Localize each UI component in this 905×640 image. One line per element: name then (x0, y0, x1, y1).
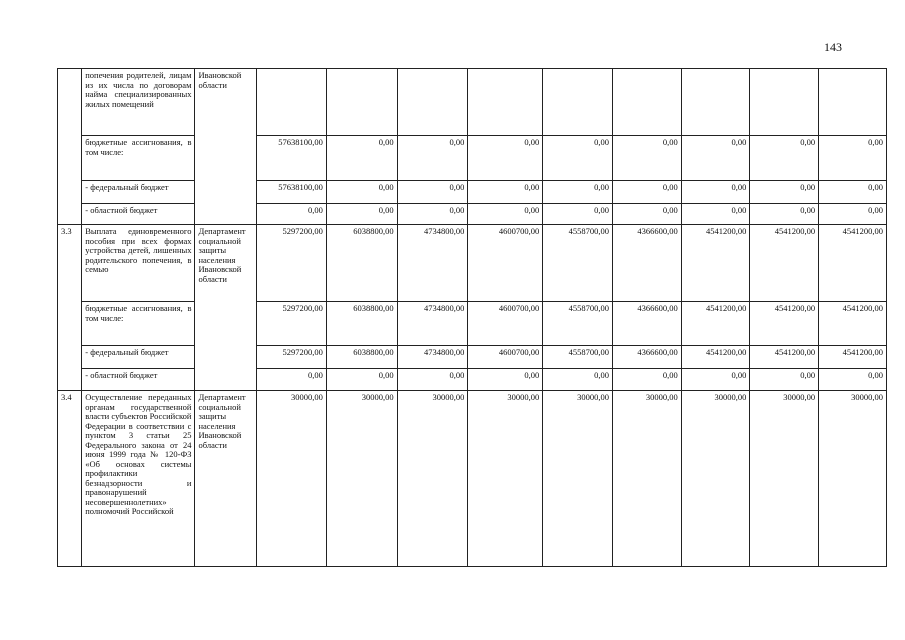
budget-table (57, 68, 887, 567)
value-cell: 4541200,00 (750, 346, 819, 369)
value-cell: 0,00 (326, 136, 397, 181)
page-number: 143 (824, 40, 842, 54)
row-executor: Департамент социальной защиты населения Ивановской области (195, 225, 257, 391)
value-cell (612, 69, 681, 136)
value-cell: 0,00 (543, 181, 613, 204)
row-description: - федеральный бюджет (82, 181, 195, 204)
table-row (58, 391, 887, 567)
value-cell: 4541200,00 (819, 302, 887, 346)
row-description: - областной бюджет (82, 204, 195, 225)
value-cell: 4541200,00 (681, 346, 750, 369)
value-cell: 0,00 (326, 204, 397, 225)
value-cell: 0,00 (257, 204, 327, 225)
row-description: Выплата единовременного пособия при всех формах устройства детей, лишенных родительского попечения, в семью (82, 225, 195, 302)
value-cell: 4558700,00 (543, 302, 613, 346)
value-cell: 0,00 (543, 204, 613, 225)
value-cell: 0,00 (819, 204, 887, 225)
value-cell (397, 69, 468, 136)
row-description: бюджетные ассигнования, в том числе: (82, 302, 195, 346)
value-cell (681, 69, 750, 136)
value-cell: 30000,00 (326, 391, 397, 567)
value-cell: 0,00 (612, 369, 681, 391)
table-row (58, 136, 887, 181)
value-cell: 0,00 (468, 369, 543, 391)
value-cell: 0,00 (326, 369, 397, 391)
value-cell: 0,00 (397, 136, 468, 181)
value-cell: 30000,00 (468, 391, 543, 567)
value-cell: 30000,00 (612, 391, 681, 567)
value-cell: 4366600,00 (612, 225, 681, 302)
value-cell: 4734800,00 (397, 302, 468, 346)
value-cell: 0,00 (543, 136, 613, 181)
value-cell (257, 69, 327, 136)
value-cell: 0,00 (397, 204, 468, 225)
value-cell: 0,00 (397, 181, 468, 204)
value-cell: 4734800,00 (397, 346, 468, 369)
value-cell: 30000,00 (397, 391, 468, 567)
value-cell: 0,00 (612, 204, 681, 225)
value-cell: 6038800,00 (326, 225, 397, 302)
value-cell: 57638100,00 (257, 181, 327, 204)
value-cell: 0,00 (612, 136, 681, 181)
value-cell: 30000,00 (543, 391, 613, 567)
value-cell: 0,00 (681, 136, 750, 181)
value-cell: 0,00 (468, 181, 543, 204)
row-executor: Ивановской области (195, 69, 257, 225)
value-cell: 0,00 (750, 136, 819, 181)
value-cell: 0,00 (681, 204, 750, 225)
value-cell: 4366600,00 (612, 346, 681, 369)
value-cell: 4541200,00 (681, 302, 750, 346)
value-cell: 4734800,00 (397, 225, 468, 302)
value-cell: 0,00 (819, 369, 887, 391)
value-cell: 0,00 (819, 181, 887, 204)
value-cell (326, 69, 397, 136)
value-cell: 30000,00 (681, 391, 750, 567)
row-index-cell: 3.3 (58, 225, 82, 391)
table-row (58, 302, 887, 346)
value-cell: 4600700,00 (468, 346, 543, 369)
row-executor: Департамент социальной защиты населения Ивановской области (195, 391, 257, 567)
table-row (58, 369, 887, 391)
value-cell: 0,00 (543, 369, 613, 391)
value-cell: 0,00 (750, 204, 819, 225)
row-index-cell: 3.4 (58, 391, 82, 567)
value-cell: 0,00 (257, 369, 327, 391)
value-cell: 0,00 (468, 204, 543, 225)
value-cell: 4558700,00 (543, 346, 613, 369)
value-cell: 0,00 (681, 369, 750, 391)
value-cell: 4541200,00 (750, 225, 819, 302)
value-cell (750, 69, 819, 136)
value-cell: 5297200,00 (257, 302, 327, 346)
value-cell: 0,00 (750, 369, 819, 391)
value-cell: 4541200,00 (819, 225, 887, 302)
value-cell: 6038800,00 (326, 346, 397, 369)
value-cell: 4600700,00 (468, 225, 543, 302)
table-row (58, 225, 887, 302)
value-cell: 4541200,00 (681, 225, 750, 302)
row-description: попечения родителей, лицам из их числа по договорам найма специализированных жилых помещений (82, 69, 195, 136)
value-cell: 4366600,00 (612, 302, 681, 346)
row-description: Осуществление переданных органам государственной власти субъектов Российской Федерации в соответствии с пунктом 3 статьи 25 Федерального закона от 24 июня 1999 года № 120-ФЗ «Об основах системы профилактики безнадзорности и правонарушений несовершеннолетних» полномочий Российской (82, 391, 195, 567)
value-cell: 30000,00 (257, 391, 327, 567)
row-index-cell (58, 69, 82, 225)
value-cell (819, 69, 887, 136)
table-row (58, 346, 887, 369)
value-cell: 0,00 (750, 181, 819, 204)
value-cell: 4558700,00 (543, 225, 613, 302)
value-cell: 0,00 (819, 136, 887, 181)
table-row (58, 69, 887, 136)
value-cell: 30000,00 (750, 391, 819, 567)
value-cell: 57638100,00 (257, 136, 327, 181)
value-cell: 5297200,00 (257, 346, 327, 369)
value-cell: 0,00 (681, 181, 750, 204)
value-cell: 30000,00 (819, 391, 887, 567)
value-cell: 4600700,00 (468, 302, 543, 346)
value-cell: 6038800,00 (326, 302, 397, 346)
value-cell: 4541200,00 (819, 346, 887, 369)
value-cell: 0,00 (612, 181, 681, 204)
value-cell (468, 69, 543, 136)
value-cell: 0,00 (326, 181, 397, 204)
row-description: бюджетные ассигнования, в том числе: (82, 136, 195, 181)
value-cell: 0,00 (468, 136, 543, 181)
row-description: - областной бюджет (82, 369, 195, 391)
value-cell: 4541200,00 (750, 302, 819, 346)
value-cell (543, 69, 613, 136)
table-row (58, 204, 887, 225)
value-cell: 5297200,00 (257, 225, 327, 302)
row-description: - федеральный бюджет (82, 346, 195, 369)
value-cell: 0,00 (397, 369, 468, 391)
table-row (58, 181, 887, 204)
